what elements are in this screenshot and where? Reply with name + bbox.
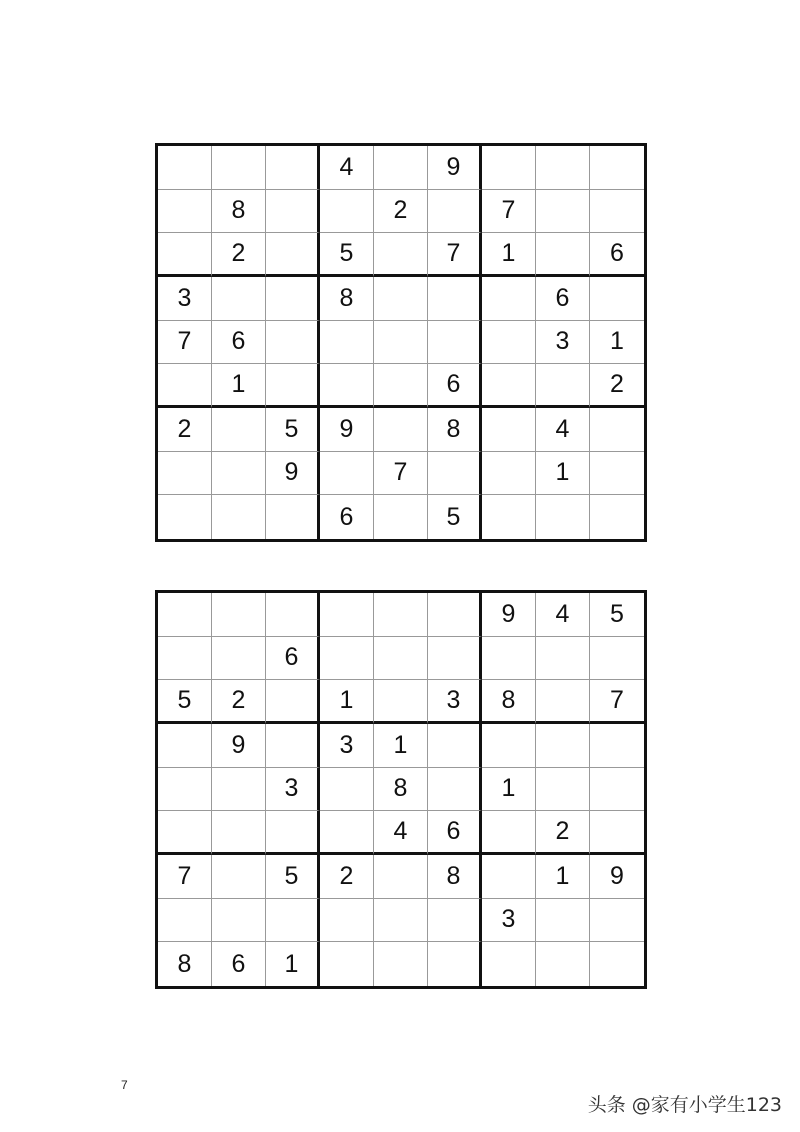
sudoku-empty-cell: [212, 277, 266, 321]
sudoku-given-cell: 3: [428, 680, 482, 724]
sudoku-empty-cell: [266, 146, 320, 190]
sudoku-empty-cell: [482, 942, 536, 986]
sudoku-empty-cell: [212, 593, 266, 637]
sudoku-empty-cell: [158, 637, 212, 681]
sudoku-given-cell: 7: [374, 452, 428, 496]
sudoku-empty-cell: [320, 321, 374, 365]
sudoku-given-cell: 1: [212, 364, 266, 408]
sudoku-empty-cell: [320, 768, 374, 812]
sudoku-given-cell: 5: [266, 855, 320, 899]
sudoku-given-cell: 7: [158, 855, 212, 899]
sudoku-empty-cell: [536, 768, 590, 812]
sudoku-empty-cell: [428, 277, 482, 321]
sudoku-empty-cell: [536, 899, 590, 943]
sudoku-empty-cell: [428, 768, 482, 812]
sudoku-empty-cell: [374, 233, 428, 277]
sudoku-empty-cell: [320, 452, 374, 496]
sudoku-empty-cell: [266, 277, 320, 321]
sudoku-given-cell: 6: [266, 637, 320, 681]
sudoku-empty-cell: [536, 724, 590, 768]
sudoku-given-cell: 2: [536, 811, 590, 855]
sudoku-empty-cell: [320, 637, 374, 681]
sudoku-given-cell: 9: [320, 408, 374, 452]
sudoku-given-cell: 6: [320, 495, 374, 539]
sudoku-empty-cell: [428, 942, 482, 986]
sudoku-empty-cell: [482, 277, 536, 321]
sudoku-empty-cell: [482, 811, 536, 855]
sudoku-empty-cell: [374, 321, 428, 365]
sudoku-empty-cell: [428, 321, 482, 365]
sudoku-empty-cell: [374, 593, 428, 637]
sudoku-empty-cell: [482, 452, 536, 496]
sudoku-empty-cell: [320, 593, 374, 637]
sudoku-empty-cell: [320, 811, 374, 855]
sudoku-grid-1: [155, 143, 647, 542]
sudoku-given-cell: 3: [158, 277, 212, 321]
sudoku-given-cell: 2: [320, 855, 374, 899]
sudoku-given-cell: 8: [320, 277, 374, 321]
sudoku-empty-cell: [266, 680, 320, 724]
sudoku-empty-cell: [590, 811, 644, 855]
sudoku-given-cell: 9: [266, 452, 320, 496]
sudoku-given-cell: 5: [590, 593, 644, 637]
sudoku-given-cell: 5: [158, 680, 212, 724]
sudoku-empty-cell: [536, 190, 590, 234]
sudoku-given-cell: 2: [590, 364, 644, 408]
sudoku-empty-cell: [320, 942, 374, 986]
sudoku-given-cell: 6: [212, 942, 266, 986]
sudoku-empty-cell: [158, 768, 212, 812]
sudoku-empty-cell: [590, 724, 644, 768]
sudoku-given-cell: 9: [428, 146, 482, 190]
sudoku-empty-cell: [266, 190, 320, 234]
sudoku-empty-cell: [158, 593, 212, 637]
sudoku-empty-cell: [590, 452, 644, 496]
sudoku-given-cell: 8: [482, 680, 536, 724]
sudoku-empty-cell: [266, 724, 320, 768]
watermark: 头条 @家有小学生123: [587, 1094, 782, 1116]
sudoku-empty-cell: [374, 855, 428, 899]
sudoku-empty-cell: [428, 452, 482, 496]
sudoku-given-cell: 1: [536, 855, 590, 899]
sudoku-empty-cell: [590, 408, 644, 452]
sudoku-empty-cell: [374, 408, 428, 452]
sudoku-empty-cell: [590, 899, 644, 943]
sudoku-empty-cell: [212, 452, 266, 496]
sudoku-empty-cell: [482, 364, 536, 408]
sudoku-empty-cell: [482, 321, 536, 365]
sudoku-empty-cell: [482, 146, 536, 190]
sudoku-empty-cell: [158, 452, 212, 496]
sudoku-empty-cell: [158, 724, 212, 768]
sudoku-given-cell: 4: [320, 146, 374, 190]
sudoku-empty-cell: [482, 724, 536, 768]
sudoku-empty-cell: [482, 855, 536, 899]
sudoku-empty-cell: [428, 724, 482, 768]
sudoku-empty-cell: [428, 637, 482, 681]
sudoku-given-cell: 1: [590, 321, 644, 365]
sudoku-empty-cell: [266, 233, 320, 277]
sudoku-empty-cell: [374, 495, 428, 539]
sudoku-empty-cell: [374, 277, 428, 321]
sudoku-given-cell: 7: [590, 680, 644, 724]
sudoku-given-cell: 2: [158, 408, 212, 452]
sudoku-empty-cell: [158, 364, 212, 408]
sudoku-empty-cell: [266, 811, 320, 855]
sudoku-empty-cell: [590, 190, 644, 234]
sudoku-given-cell: 2: [212, 680, 266, 724]
sudoku-given-cell: 1: [320, 680, 374, 724]
sudoku-given-cell: 9: [482, 593, 536, 637]
sudoku-given-cell: 6: [428, 364, 482, 408]
page-number: 7: [121, 1078, 128, 1092]
sudoku-empty-cell: [374, 146, 428, 190]
sudoku-empty-cell: [536, 637, 590, 681]
sudoku-empty-cell: [590, 637, 644, 681]
sudoku-given-cell: 3: [320, 724, 374, 768]
sudoku-given-cell: 3: [536, 321, 590, 365]
sudoku-empty-cell: [320, 190, 374, 234]
sudoku-given-cell: 1: [536, 452, 590, 496]
sudoku-given-cell: 7: [158, 321, 212, 365]
sudoku-given-cell: 9: [590, 855, 644, 899]
sudoku-empty-cell: [590, 146, 644, 190]
sudoku-given-cell: 2: [374, 190, 428, 234]
sudoku-given-cell: 2: [212, 233, 266, 277]
sudoku-empty-cell: [266, 364, 320, 408]
sudoku-empty-cell: [266, 593, 320, 637]
sudoku-empty-cell: [482, 637, 536, 681]
sudoku-given-cell: 5: [266, 408, 320, 452]
sudoku-given-cell: 3: [482, 899, 536, 943]
sudoku-given-cell: 6: [428, 811, 482, 855]
sudoku-empty-cell: [158, 495, 212, 539]
sudoku-given-cell: 1: [266, 942, 320, 986]
sudoku-given-cell: 6: [536, 277, 590, 321]
sudoku-empty-cell: [374, 364, 428, 408]
sudoku-empty-cell: [212, 495, 266, 539]
sudoku-empty-cell: [266, 899, 320, 943]
sudoku-empty-cell: [266, 495, 320, 539]
sudoku-given-cell: 9: [212, 724, 266, 768]
sudoku-given-cell: 6: [590, 233, 644, 277]
sudoku-empty-cell: [212, 899, 266, 943]
sudoku-empty-cell: [374, 899, 428, 943]
sudoku-empty-cell: [482, 495, 536, 539]
sudoku-empty-cell: [374, 680, 428, 724]
sudoku-empty-cell: [212, 811, 266, 855]
sudoku-given-cell: 7: [482, 190, 536, 234]
sudoku-given-cell: 4: [536, 593, 590, 637]
sudoku-empty-cell: [428, 899, 482, 943]
sudoku-empty-cell: [158, 811, 212, 855]
sudoku-empty-cell: [158, 190, 212, 234]
sudoku-empty-cell: [320, 899, 374, 943]
sudoku-empty-cell: [158, 146, 212, 190]
sudoku-given-cell: 5: [320, 233, 374, 277]
sudoku-empty-cell: [590, 495, 644, 539]
sudoku-empty-cell: [266, 321, 320, 365]
sudoku-empty-cell: [536, 233, 590, 277]
sudoku-given-cell: 1: [482, 768, 536, 812]
sudoku-empty-cell: [212, 408, 266, 452]
sudoku-given-cell: 8: [428, 855, 482, 899]
sudoku-empty-cell: [374, 637, 428, 681]
sudoku-empty-cell: [590, 942, 644, 986]
sudoku-given-cell: 7: [428, 233, 482, 277]
sudoku-empty-cell: [536, 680, 590, 724]
sudoku-empty-cell: [590, 768, 644, 812]
sudoku-given-cell: 4: [374, 811, 428, 855]
sudoku-given-cell: 8: [428, 408, 482, 452]
sudoku-given-cell: 6: [212, 321, 266, 365]
sudoku-empty-cell: [536, 146, 590, 190]
sudoku-empty-cell: [158, 899, 212, 943]
sudoku-empty-cell: [536, 495, 590, 539]
sudoku-empty-cell: [536, 364, 590, 408]
sudoku-empty-cell: [536, 942, 590, 986]
sudoku-empty-cell: [158, 233, 212, 277]
sudoku-given-cell: 8: [374, 768, 428, 812]
sudoku-empty-cell: [320, 364, 374, 408]
sudoku-empty-cell: [428, 190, 482, 234]
sudoku-given-cell: 5: [428, 495, 482, 539]
sudoku-empty-cell: [212, 146, 266, 190]
sudoku-given-cell: 8: [212, 190, 266, 234]
sudoku-empty-cell: [428, 593, 482, 637]
sudoku-empty-cell: [212, 768, 266, 812]
sudoku-empty-cell: [590, 277, 644, 321]
sudoku-given-cell: 1: [482, 233, 536, 277]
sudoku-given-cell: 4: [536, 408, 590, 452]
sudoku-empty-cell: [212, 855, 266, 899]
sudoku-empty-cell: [212, 637, 266, 681]
sudoku-empty-cell: [482, 408, 536, 452]
sudoku-empty-cell: [374, 942, 428, 986]
sudoku-given-cell: 3: [266, 768, 320, 812]
sudoku-given-cell: 1: [374, 724, 428, 768]
sudoku-given-cell: 8: [158, 942, 212, 986]
sudoku-grid-2: [155, 590, 647, 989]
